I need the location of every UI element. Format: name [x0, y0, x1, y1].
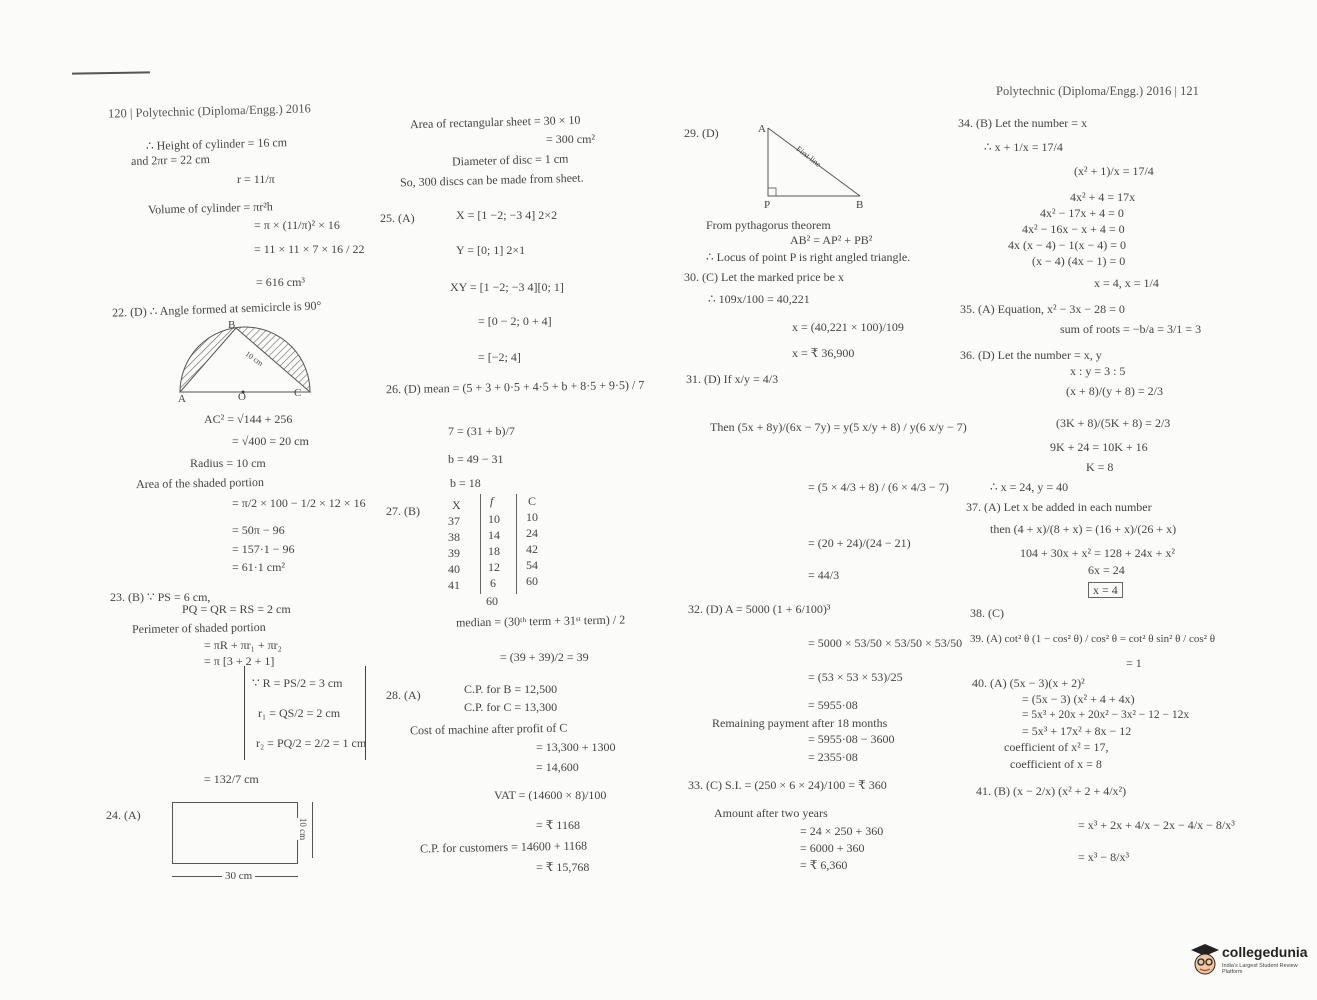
text-line: Y = [0; 1] 2×1 — [456, 243, 526, 257]
text-line: = 5955·08 — [808, 698, 858, 712]
text-line: 7 = (31 + b)/7 — [448, 424, 515, 438]
text-line: 104 + 30x + x² = 128 + 24x + x² — [1020, 546, 1176, 560]
text-line: = √400 = 20 cm — [232, 434, 309, 448]
question-22: 22. (D) ∴ Angle formed at semicircle is 90° — [111, 298, 322, 320]
text-line: C.P. for customers = 14600 + 1168 — [419, 838, 588, 856]
text-line: 4x² − 16x − x + 4 = 0 — [1022, 222, 1125, 236]
text-line: Amount after two years — [714, 806, 828, 820]
text-line: = (20 + 24)/(24 − 21) — [808, 536, 911, 550]
text-line: ∵ R = PS/2 = 3 cm — [252, 676, 343, 690]
fig-label-a: A — [758, 123, 766, 135]
question-26: 26. (D) mean = (5 + 3 + 0·5 + 4·5 + b + 8·5 + 9·5) / 7 — [385, 377, 645, 397]
text-line: (3K + 8)/(5K + 8) = 2/3 — [1056, 416, 1171, 430]
table-row: 6 — [490, 576, 496, 590]
question-29: 29. (D) — [684, 126, 719, 140]
question-34: 34. (B) Let the number = x — [958, 116, 1088, 130]
text-line: 6x = 24 — [1088, 563, 1125, 577]
dim-height: 10 cm — [298, 817, 309, 841]
text-line: AC² = √144 + 256 — [204, 412, 293, 426]
question-40: 40. (A) (5x − 3)(x + 2)² — [972, 676, 1085, 690]
text-line: = (5 × 4/3 + 8) / (6 × 4/3 − 7) — [808, 480, 949, 494]
text-line: and 2πr = 22 cm — [130, 151, 210, 169]
fig-label-b: B — [228, 319, 236, 331]
text-line: = 11 × 11 × 7 × 16 / 22 — [254, 242, 365, 256]
table-row: 42 — [526, 542, 538, 556]
text-line: r₂ = PQ/2 = 2/2 = 1 cm — [256, 736, 367, 750]
text-line: median = (30ᵗʰ term + 31ˢᵗ term) / 2 — [455, 612, 626, 630]
scan-mark — [72, 71, 150, 74]
fig-label-b: B — [856, 199, 864, 211]
table-row: 18 — [488, 544, 500, 558]
text-line: r₁ = QS/2 = 2 cm — [258, 706, 341, 720]
text-line: = ₹ 6,360 — [800, 858, 848, 872]
table-row: 14 — [488, 528, 500, 542]
text-line: Then (5x + 8y)/(6x − 7y) = y(5 x/y + 8) / y(6 x/y − 7) — [710, 420, 967, 434]
question-23: 23. (B) ∵ PS = 6 cm, — [110, 590, 211, 604]
text-line: then (4 + x)/(8 + x) = (16 + x)/(26 + x) — [990, 522, 1177, 536]
question-31: 31. (D) If x/y = 4/3 — [686, 372, 779, 386]
text-line: x : y = 3 : 5 — [1070, 364, 1126, 378]
text-line: = (53 × 53 × 53)/25 — [808, 670, 903, 684]
text-line: = 44/3 — [808, 568, 840, 582]
text-line: x = (40,221 × 100)/109 — [792, 320, 904, 334]
text-line: VAT = (14600 × 8)/100 — [494, 788, 607, 802]
text-line: = ₹ 15,768 — [536, 860, 590, 874]
text-line: coefficient of x = 8 — [1010, 757, 1102, 771]
text-line: = 2355·08 — [808, 750, 858, 764]
header-right: Polytechnic (Diploma/Engg.) 2016 | 121 — [996, 84, 1199, 98]
fig-label-c: C — [294, 387, 302, 399]
text-line: x = 4 — [1088, 582, 1123, 598]
text-line: Area of the shaded portion — [135, 474, 265, 492]
text-line: ∴ x = 24, y = 40 — [990, 480, 1069, 494]
text-line: = 14,600 — [536, 760, 579, 774]
question-37: 37. (A) Let x be added in each number — [966, 500, 1152, 514]
text-line: ∴ 109x/100 = 40,221 — [708, 292, 810, 306]
table-row: 24 — [526, 526, 538, 540]
text-line: 9K + 24 = 10K + 16 — [1050, 440, 1148, 454]
text-line: ∴ Height of cylinder = 16 cm — [145, 135, 288, 153]
text-line: = x³ + 2x + 4/x − 2x − 4/x − 8/x³ — [1078, 818, 1235, 832]
question-41: 41. (B) (x − 2/x) (x² + 2 + 4/x²) — [976, 784, 1127, 798]
text-line: = 1 — [1126, 656, 1142, 670]
text-line: x = ₹ 36,900 — [792, 346, 855, 360]
text-line: Perimeter of shaded portion — [131, 619, 266, 637]
fig-label-p: P — [764, 199, 771, 211]
text-line: C.P. for C = 13,300 — [464, 700, 558, 714]
fig-label-a: A — [178, 393, 186, 405]
text-line: 4x (x − 4) − 1(x − 4) = 0 — [1008, 238, 1127, 252]
rectangle-sheet — [172, 802, 298, 864]
fig-label-o: O — [238, 391, 246, 403]
text-line: = πR + πr₁ + πr₂ — [204, 638, 282, 652]
table-header-c: C — [528, 494, 537, 508]
fig-line-label: First line — [794, 144, 823, 169]
logo-text: collegedunia — [1222, 944, 1308, 960]
question-32: 32. (D) A = 5000 (1 + 6/100)³ — [688, 602, 831, 616]
text-line: = 5x³ + 17x² + 8x − 12 — [1022, 724, 1132, 738]
text-line: Volume of cylinder = πr²h — [147, 199, 274, 217]
text-line: So, 300 discs can be made from sheet. — [399, 170, 584, 190]
text-line: From pythagorus theorem — [706, 218, 831, 232]
text-line: x = 4, x = 1/4 — [1094, 276, 1159, 290]
text-line: = 300 cm² — [546, 132, 596, 146]
text-line: Radius = 10 cm — [190, 456, 266, 470]
text-line: = π [3 + 2 + 1] — [204, 654, 275, 668]
question-24: 24. (A) — [106, 808, 141, 822]
table-row: 10 — [488, 512, 500, 526]
fig-label-radius: 10 cm — [243, 349, 265, 368]
text-line: = (5x − 3) (x² + 4 + 4x) — [1022, 692, 1135, 706]
dim-line-v — [312, 802, 313, 858]
header-left: 120 | Polytechnic (Diploma/Engg.) 2016 — [107, 101, 311, 121]
question-39: 39. (A) cot² θ (1 − cos² θ) / cos² θ = cot² θ sin² θ / cos² θ — [970, 633, 1215, 645]
text-line: 4x² − 17x + 4 = 0 — [1040, 206, 1124, 220]
text-line: = π/2 × 100 − 1/2 × 12 × 16 — [232, 496, 366, 510]
text-line: sum of roots = −b/a = 3/1 = 3 — [1060, 322, 1202, 336]
text-line: Area of rectangular sheet = 30 × 10 — [409, 112, 581, 132]
text-line: C.P. for B = 12,500 — [464, 682, 558, 696]
text-line: = [−2; 4] — [478, 350, 521, 364]
table-row: 12 — [488, 560, 500, 574]
text-line: = π × (11/π)² × 16 — [254, 218, 340, 232]
question-28: 28. (A) — [386, 688, 421, 702]
text-line: (x² + 1)/x = 17/4 — [1074, 164, 1154, 178]
text-line: 4x² + 4 = 17x — [1070, 190, 1136, 204]
text-line: = 6000 + 360 — [800, 841, 865, 855]
text-line: = 157·1 − 96 — [232, 542, 295, 556]
text-line: AB² = AP² + PB² — [790, 233, 873, 247]
table-header-x: X — [452, 498, 461, 512]
text-line: = 5000 × 53/50 × 53/50 × 53/50 — [808, 636, 963, 650]
text-line: ∴ x + 1/x = 17/4 — [984, 140, 1063, 154]
text-line: = [0 − 2; 0 + 4] — [478, 314, 552, 328]
text-line: = 24 × 250 + 360 — [800, 824, 884, 838]
text-line: = 50π − 96 — [232, 523, 285, 537]
question-30: 30. (C) Let the marked price be x — [684, 270, 844, 284]
text-line: Diameter of disc = 1 cm — [451, 151, 569, 169]
logo-tagline: India's Largest Student Review Platform — [1222, 963, 1298, 975]
table-row: 37 — [448, 514, 460, 528]
question-33: 33. (C) S.I. = (250 × 6 × 24)/100 = ₹ 360 — [688, 778, 887, 792]
text-line: Remaining payment after 18 months — [712, 716, 888, 730]
question-35: 35. (A) Equation, x² − 3x − 28 = 0 — [960, 302, 1125, 316]
text-line: coefficient of x² = 17, — [1004, 740, 1109, 754]
text-line: b = 18 — [450, 476, 481, 490]
dim-width: 30 cm — [222, 869, 255, 883]
text-line: = ₹ 1168 — [536, 818, 580, 832]
text-line: (x − 4) (4x − 1) = 0 — [1032, 254, 1126, 268]
question-27: 27. (B) — [386, 504, 420, 518]
table-row: 39 — [448, 546, 460, 560]
text-line: b = 49 − 31 — [448, 452, 504, 466]
question-38: 38. (C) — [970, 606, 1004, 620]
text-line: Cost of machine after profit of C — [409, 720, 568, 738]
table-row: 60 — [526, 574, 538, 588]
table-row: 40 — [448, 562, 460, 576]
text-line: = 5955·08 − 3600 — [808, 732, 895, 746]
question-25: 25. (A) — [380, 211, 415, 225]
question-36: 36. (D) Let the number = x, y — [960, 348, 1102, 362]
table-header-f: f — [490, 494, 494, 508]
text-line: = 132/7 cm — [204, 772, 259, 786]
table-row: 38 — [448, 530, 460, 544]
table-total: 60 — [486, 594, 498, 608]
collegedunia-logo-icon — [1190, 942, 1220, 978]
text-line: K = 8 — [1086, 460, 1114, 474]
text-line: r = 11/π — [237, 172, 275, 186]
text-line: = 13,300 + 1300 — [536, 740, 616, 754]
frequency-table — [446, 494, 556, 606]
text-line: = x³ − 8/x³ — [1078, 850, 1130, 864]
text-line: XY = [1 −2; −3 4][0; 1] — [450, 280, 564, 294]
table-row: 41 — [448, 578, 460, 592]
text-line: = 5x³ + 20x + 20x² − 3x² − 12 − 12x — [1022, 709, 1190, 721]
table-row: 10 — [526, 510, 538, 524]
text-line: (x + 8)/(y + 8) = 2/3 — [1066, 384, 1163, 398]
text-line: = (39 + 39)/2 = 39 — [500, 650, 589, 664]
text-line: PQ = QR = RS = 2 cm — [182, 602, 291, 616]
table-row: 54 — [526, 558, 538, 572]
text-line: ∴ Locus of point P is right angled triangle. — [706, 250, 911, 264]
text-line: = 61·1 cm² — [232, 560, 286, 574]
text-line: = 616 cm³ — [256, 275, 306, 289]
text-line: X = [1 −2; −3 4] 2×2 — [456, 208, 558, 222]
